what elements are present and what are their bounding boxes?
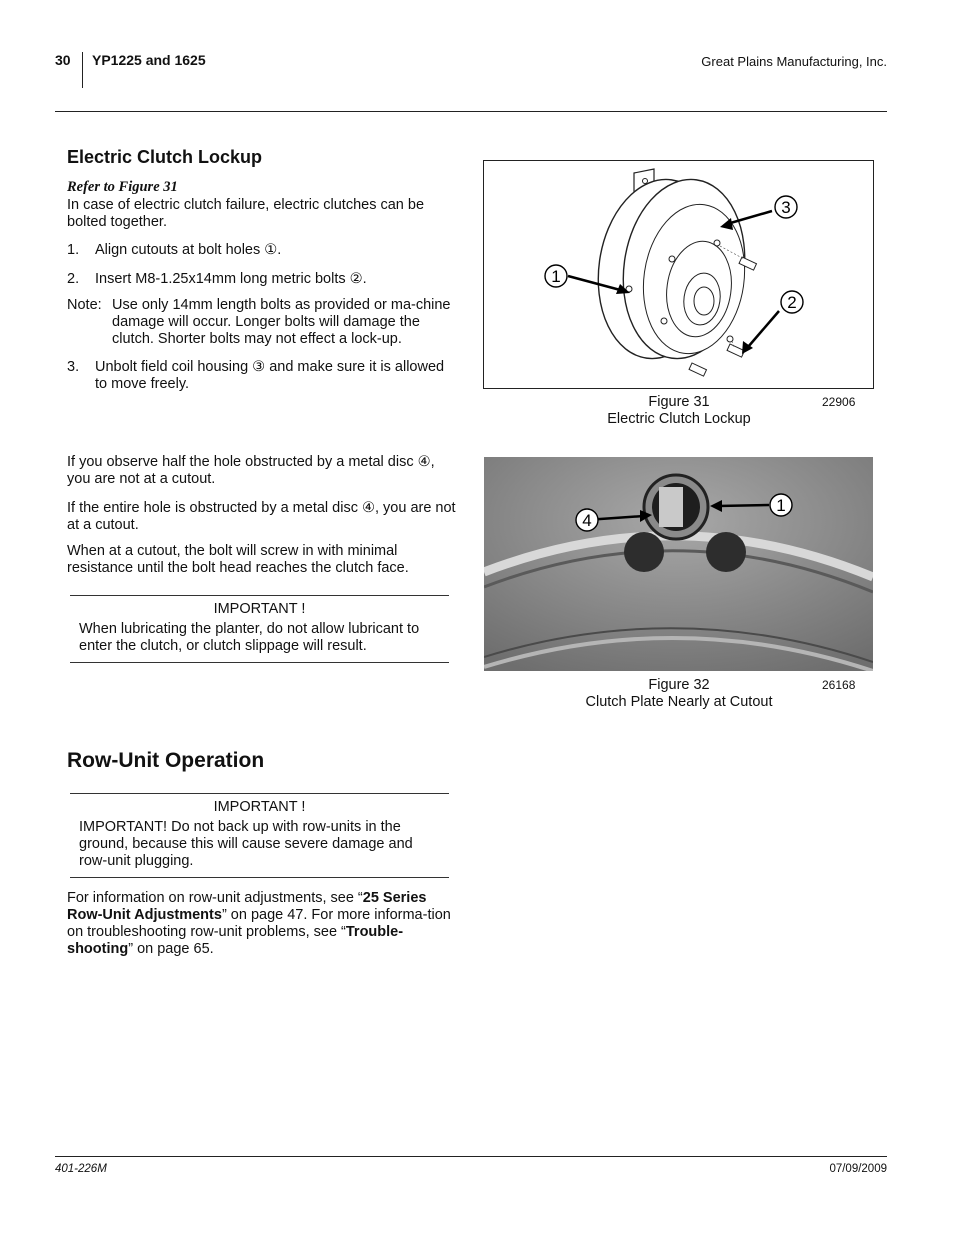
rowunit-info-b: ” on page 47. For more informa-tion on troubleshooting row-unit problems, see “ — [67, 907, 451, 940]
rowunit-info-c: ” on page 65. — [128, 941, 214, 957]
figure-32-title: Clutch Plate Nearly at Cutout — [585, 694, 773, 710]
step-1-number: 1. — [67, 242, 80, 258]
note-label: Note: — [67, 297, 102, 313]
figure-31-title: Electric Clutch Lockup — [607, 411, 751, 427]
figure-31-callout-3: 3 — [781, 198, 791, 217]
step-2-number: 2. — [67, 271, 80, 287]
section-heading-clutch: Electric Clutch Lockup — [67, 147, 263, 167]
important-text-rowunit: IMPORTANT! Do not back up with row-units in the ground, because this will cause severe damage and row-unit plugging. — [79, 819, 413, 869]
link-row-unit-adjustments[interactable]: 25 Series Row-Unit Adjustments — [67, 890, 427, 923]
clutch-section — [67, 149, 459, 166]
figure-32-callout-1: 1 — [776, 496, 786, 515]
figure-31-number: Figure 31 — [648, 394, 710, 410]
figure-31-callout-1: 1 — [551, 267, 561, 286]
clutch-photo-drawing — [484, 457, 873, 671]
figure-32-callout-4: 4 — [582, 511, 592, 530]
figure-31-illustration — [483, 160, 874, 389]
important-text: When lubricating the planter, do not allow lubricant to enter the clutch, or clutch slippage will result. — [79, 621, 420, 654]
manual-title: YP1225 and 1625 — [92, 52, 206, 68]
page-number: 30 — [55, 52, 71, 68]
figure-32-photo — [484, 457, 873, 671]
company-name: Great Plains Manufacturing, Inc. — [701, 54, 887, 69]
figure-31-id: 22906 — [822, 395, 856, 409]
paragraph-half-obstructed: If you observe half the hole obstructed by a metal disc ④, you are not at a cutout. — [67, 454, 435, 487]
figure-32-caption — [483, 677, 875, 711]
important-box-rowunit — [70, 793, 449, 878]
document-number: 401-226M — [55, 1163, 107, 1175]
clutch-intro: In case of electric clutch failure, electric clutches can be bolted together. — [67, 197, 425, 230]
note-text: Use only 14mm length bolts as provided or ma-chine damage will occur. Longer bolts will damage the clutch. Shorter bolts may not effect a lock-up. — [112, 297, 451, 347]
section-heading-rowunit: Row-Unit Operation — [67, 749, 265, 772]
important-box-lubrication — [70, 595, 449, 663]
step-1-text: Align cutouts at bolt holes ①. — [95, 242, 282, 258]
header-divider — [82, 52, 83, 88]
document-date: 07/09/2009 — [829, 1163, 887, 1175]
important-title-rowunit: IMPORTANT ! — [213, 799, 306, 815]
figure-reference: Refer to Figure 31 — [67, 179, 178, 195]
rowunit-section — [67, 749, 459, 772]
paragraph-at-cutout: When at a cutout, the bolt will screw in with minimal resistance until the bolt head reaches the clutch face. — [67, 543, 409, 576]
link-troubleshooting[interactable]: Trouble-shooting — [67, 924, 404, 957]
step-2-text: Insert M8-1.25x14mm long metric bolts ②. — [95, 271, 367, 287]
step-3-number: 3. — [67, 359, 80, 375]
figure-32-number: Figure 32 — [648, 677, 710, 693]
figure-31-callout-2: 2 — [787, 293, 797, 312]
figure-32-id: 26168 — [822, 678, 856, 692]
step-3-text: Unbolt field coil housing ③ and make sure it is allowed to move freely. — [95, 359, 445, 392]
footer-rule — [55, 1156, 887, 1157]
header-rule — [55, 111, 887, 112]
clutch-drawing — [484, 161, 873, 388]
figure-31-caption — [483, 394, 875, 428]
important-title: IMPORTANT ! — [213, 601, 306, 617]
paragraph-fully-obstructed: If the entire hole is obstructed by a metal disc ④, you are not at a cutout. — [67, 500, 456, 533]
rowunit-info — [67, 890, 459, 958]
rowunit-info-a: For information on row-unit adjustments, see “ — [67, 890, 363, 906]
